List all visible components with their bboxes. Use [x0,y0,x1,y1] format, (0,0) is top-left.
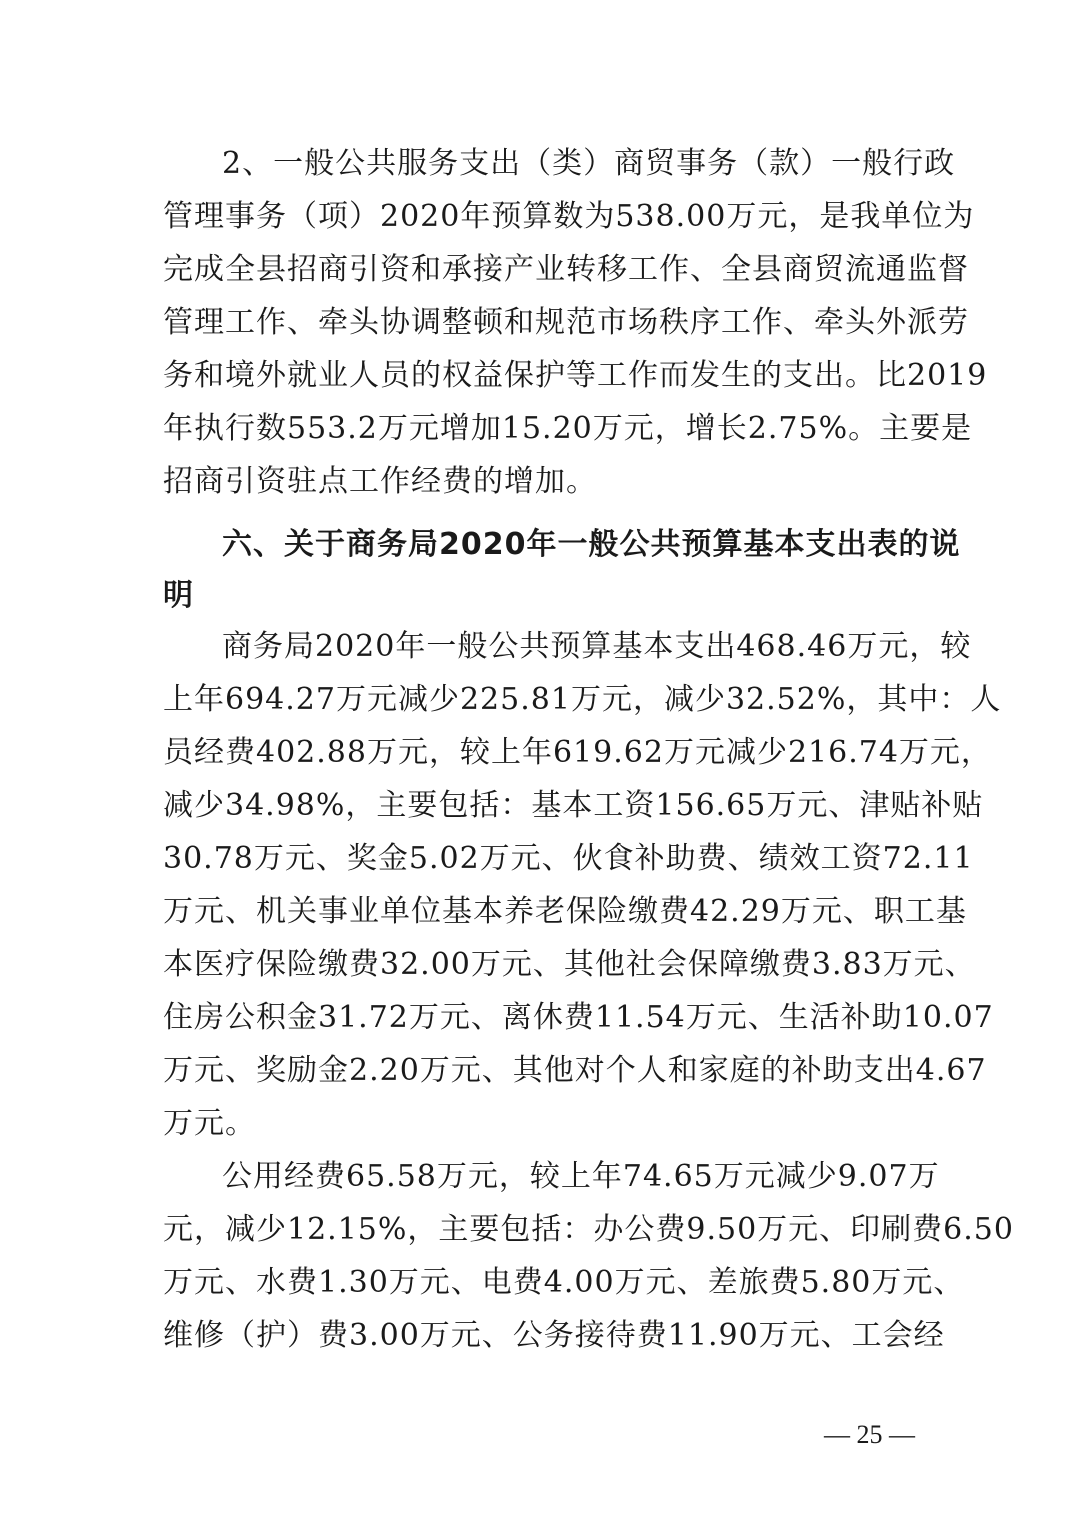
paragraph-line: 管理事务（项）2020年预算数为538.00万元，是我单位为 [163,199,975,234]
section-heading: 六、关于商务局2020年一般公共预算基本支出表的说 [222,527,961,562]
paragraph-line: 万元、水费1.30万元、电费4.00万元、差旅费5.80万元、 [163,1265,965,1300]
paragraph-line: 员经费402.88万元，较上年619.62万元减少216.74万元， [163,735,992,770]
page-number: — 25 — [824,1420,915,1449]
paragraph-line: 务和境外就业人员的权益保护等工作而发生的支出。比2019 [163,358,988,393]
paragraph-line: 减少34.98%，主要包括：基本工资156.65万元、津贴补贴 [163,788,984,823]
paragraph-line: 万元、奖励金2.20万元、其他对个人和家庭的补助支出4.67 [163,1053,987,1088]
paragraph-line: 2、一般公共服务支出（类）商贸事务（款）一般行政 [222,146,956,181]
paragraph-line: 公用经费65.58万元，较上年74.65万元减少9.07万 [222,1159,940,1194]
paragraph-line: 住房公积金31.72万元、离休费11.54万元、生活补助10.07 [163,1000,994,1035]
paragraph-line: 万元。 [163,1106,256,1141]
paragraph-line: 万元、机关事业单位基本养老保险缴费42.29万元、职工基 [163,894,967,929]
paragraph-line: 元，减少12.15%，主要包括：办公费9.50万元、印刷费6.50 [163,1212,1014,1247]
paragraph-line: 30.78万元、奖金5.02万元、伙食补助费、绩效工资72.11 [163,841,974,876]
section-heading: 明 [163,578,194,613]
paragraph-line: 上年694.27万元减少225.81万元，减少32.52%，其中：人 [163,682,1002,717]
paragraph-line: 本医疗保险缴费32.00万元、其他社会保障缴费3.83万元、 [163,947,976,982]
paragraph-line: 商务局2020年一般公共预算基本支出468.46万元，较 [222,629,972,664]
paragraph-line: 管理工作、牵头协调整顿和规范市场秩序工作、牵头外派劳 [163,305,969,340]
paragraph-line: 完成全县招商引资和承接产业转移工作、全县商贸流通监督 [163,252,969,287]
paragraph-line: 年执行数553.2万元增加15.20万元，增长2.75%。主要是 [163,411,973,446]
paragraph-line: 维修（护）费3.00万元、公务接待费11.90万元、工会经 [163,1318,945,1353]
paragraph-line: 招商引资驻点工作经费的增加。 [163,464,597,499]
